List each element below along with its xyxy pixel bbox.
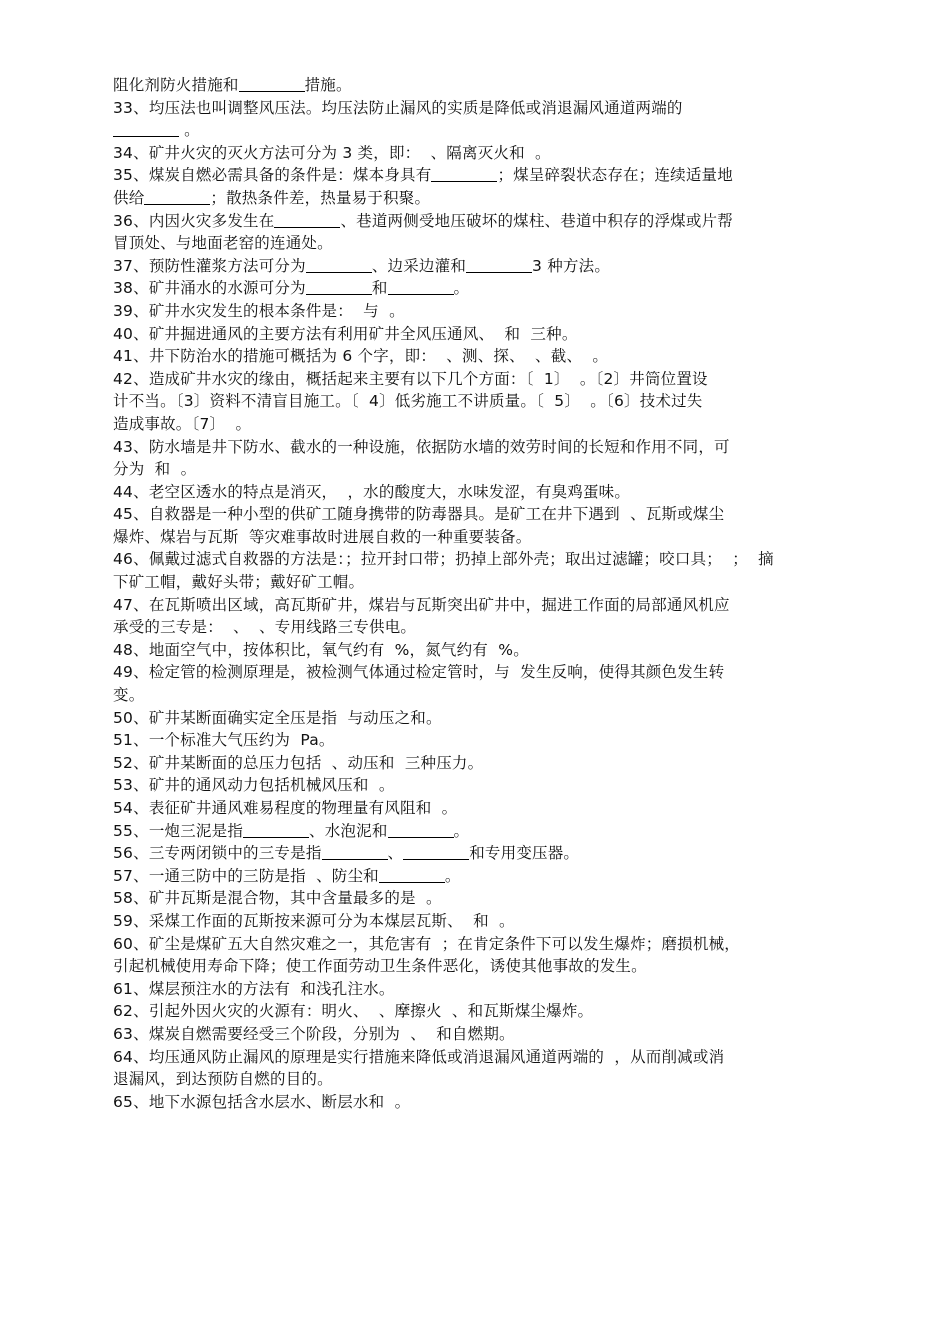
text-line (113, 368, 863, 391)
line-text: 。 (453, 279, 470, 298)
text-line (113, 865, 863, 888)
fill-in-blank (306, 279, 372, 295)
line-text: 引起机械使用寿命下降；使工作面劳动卫生条件恶化，诱使其他事故的发生。 (113, 957, 647, 976)
line-text: 爆炸、煤岩与瓦斯 等灾难事故时进展自救的一种重要装备。 (113, 527, 532, 546)
text-line (113, 436, 863, 459)
line-text: 42、造成矿井水灾的缘由，概括起来主要有以下几个方面：〔 1〕 。〔2〕井筒位置设 (113, 369, 708, 388)
text-line (113, 955, 863, 978)
fill-in-blank (144, 189, 210, 205)
line-text: 50、矿井某断面确实定全压是指 与动压之和。 (113, 708, 442, 727)
text-line (113, 594, 863, 617)
text-line (113, 97, 863, 120)
line-text: 51、一个标准大气压约为 Pa。 (113, 731, 335, 750)
text-line (113, 820, 863, 843)
line-text: ；散热条件差，热量易于积聚。 (210, 188, 431, 207)
text-line (113, 661, 863, 684)
line-text: 59、采煤工作面的瓦斯按来源可分为本煤层瓦斯、 和 。 (113, 911, 515, 930)
line-text: 61、煤层预注水的方法有 和浅孔注水。 (113, 979, 395, 998)
text-line (113, 458, 863, 481)
line-text: 62、引起外因火灾的火源有：明火、 、摩擦火 、和瓦斯煤尘爆炸。 (113, 1002, 594, 1021)
line-text: 63、煤炭自燃需要经受三个阶段，分别为 、 和自燃期。 (113, 1024, 515, 1043)
line-text: 变。 (113, 686, 145, 705)
text-line (113, 571, 863, 594)
text-line (113, 729, 863, 752)
line-text: 43、防水墙是井下防水、截水的一种设施，依据防水墙的效劳时间的长短和作用不同，可 (113, 437, 730, 456)
line-text: 55、一炮三泥是指 (113, 821, 244, 840)
line-text: 供给 (113, 188, 145, 207)
text-line (113, 752, 863, 775)
fill-in-blank (388, 279, 454, 295)
text-line (113, 413, 863, 436)
line-text: 52、矿井某断面的总压力包括 、动压和 三种压力。 (113, 753, 484, 772)
line-text: 、巷道两侧受地压破坏的煤柱、巷道中积存的浮煤或片帮 (340, 211, 733, 230)
fill-in-blank (466, 257, 532, 273)
line-text: 53、矿井的通风动力包括机械风压和 。 (113, 776, 395, 795)
text-line (113, 842, 863, 865)
text-line (113, 548, 863, 571)
document-page (113, 74, 863, 1113)
line-text: 阻化剂防火措施和 (113, 76, 239, 94)
text-line (113, 526, 863, 549)
line-text: 45、自救器是一种小型的供矿工随身携带的防毒器具。是矿工在井下遇到 、瓦斯或煤尘 (113, 505, 725, 524)
fill-in-blank (403, 844, 469, 860)
line-text: 54、表征矿井通风难易程度的物理量有风阻和 。 (113, 799, 458, 817)
line-text: 48、地面空气中，按体积比，氧气约有 %，氮气约有 %。 (113, 640, 529, 659)
line-text: 46、佩戴过滤式自救器的方法是：；拉开封口带；扔掉上部外壳；取出过滤罐；咬口具； ； 摘 (113, 550, 774, 569)
line-text: 。 (444, 866, 461, 885)
text-line (113, 345, 863, 368)
text-line (113, 187, 863, 210)
line-text: 38、矿井涌水的水源可分为 (113, 279, 306, 298)
fill-in-blank (113, 121, 179, 137)
line-text: 40、矿井掘进通风的主要方法有利用矿井全风压通风、 和 三种。 (113, 324, 578, 343)
text-line (113, 1091, 863, 1114)
line-text: 47、在瓦斯喷出区域，高瓦斯矿井，煤岩与瓦斯突出矿井中，掘进工作面的局部通风机应 (113, 595, 730, 614)
fill-in-blank (239, 76, 305, 92)
line-text: 49、检定管的检测原理是，被检测气体通过检定管时，与 发生反响，使得其颜色发生转 (113, 663, 725, 682)
line-text: 3 种方法。 (532, 256, 611, 275)
line-text: 36、内因火灾多发生在 (113, 211, 275, 230)
fill-in-blank (431, 166, 497, 182)
line-text: 37、预防性灌浆方法可分为 (113, 256, 306, 275)
text-line (113, 797, 863, 820)
text-line (113, 1000, 863, 1023)
line-text: 35、煤炭自燃必需具备的条件是：煤本身具有 (113, 166, 432, 185)
text-line (113, 164, 863, 187)
text-line (113, 978, 863, 1001)
fill-in-blank (274, 212, 340, 228)
text-line (113, 74, 863, 97)
line-text: ；煤呈碎裂状态存在；连续适量地 (497, 166, 733, 185)
text-line (113, 1068, 863, 1091)
line-text: 60、矿尘是煤矿五大自然灾难之一，其危害有 ；在肯定条件下可以发生爆炸；磨损机械， (113, 934, 740, 953)
fill-in-blank (306, 257, 372, 273)
text-line (113, 639, 863, 662)
fill-in-blank (388, 822, 454, 838)
text-line (113, 1046, 863, 1069)
line-text: 计不当。〔3〕资料不清盲目施工。〔 4〕低劣施工不讲质量。〔 5〕 。〔6〕技术过失 (113, 392, 703, 411)
text-line (113, 323, 863, 346)
line-text: 下矿工帽，戴好头带；戴好矿工帽。 (113, 573, 365, 592)
line-text: 65、地下水源包括含水层水、断层水和 。 (113, 1092, 411, 1111)
text-line (113, 1023, 863, 1046)
line-text: 58、矿井瓦斯是混合物，其中含量最多的是 。 (113, 889, 442, 908)
text-line (113, 887, 863, 910)
text-line (113, 277, 863, 300)
line-text: 39、矿井水灾发生的根本条件是： 与 。 (113, 301, 405, 320)
text-line (113, 210, 863, 233)
line-text: 、水泡泥和 (309, 821, 388, 840)
line-text: 措施。 (304, 76, 352, 94)
line-text: 和专用变压器。 (469, 844, 580, 863)
text-line (113, 481, 863, 504)
line-text: 、边采边灌和 (371, 256, 467, 275)
fill-in-blank (322, 844, 388, 860)
text-line (113, 390, 863, 413)
text-line (113, 142, 863, 165)
line-text: 33、均压法也叫调整风压法。均压法防止漏风的实质是降低或消退漏风通道两端的 (113, 98, 683, 117)
fill-in-blank (379, 867, 445, 883)
line-text: 和 (371, 279, 388, 298)
text-line (113, 255, 863, 278)
text-line (113, 707, 863, 730)
line-text: 、 (387, 844, 404, 863)
line-text: 退漏风，到达预防自燃的目的。 (113, 1070, 333, 1089)
line-text: 64、均压通风防止漏风的原理是实行措施来降低或消退漏风通道两端的 ，从而削减或消 (113, 1047, 725, 1066)
line-text: 44、老空区透水的特点是消灭， ，水的酸度大，水味发涩，有臭鸡蛋味。 (113, 482, 631, 501)
line-text: 57、一通三防中的三防是指 、防尘和 (113, 866, 379, 885)
text-line (113, 503, 863, 526)
text-line (113, 616, 863, 639)
text-line (113, 232, 863, 255)
line-text: 41、井下防治水的措施可概括为 6 个字，即： 、测、探、 、截、 。 (113, 347, 609, 366)
fill-in-blank (243, 822, 309, 838)
text-line (113, 933, 863, 956)
line-text: 冒顶处、与地面老窑的连通处。 (113, 234, 333, 253)
line-text: 34、矿井火灾的灭火方法可分为 3 类，即： 、隔离灭火和 。 (113, 143, 551, 162)
text-line (113, 910, 863, 933)
line-text: 造成事故。〔7〕 。 (113, 414, 252, 433)
text-line (113, 684, 863, 707)
text-line (113, 300, 863, 323)
line-text: 。 (179, 121, 200, 140)
line-text: 。 (453, 821, 470, 840)
line-text: 56、三专两闭锁中的三专是指 (113, 844, 322, 863)
text-line (113, 774, 863, 797)
line-text: 分为 和 。 (113, 460, 197, 479)
text-line (113, 119, 863, 142)
line-text: 承受的三专是： 、 、专用线路三专供电。 (113, 618, 417, 637)
